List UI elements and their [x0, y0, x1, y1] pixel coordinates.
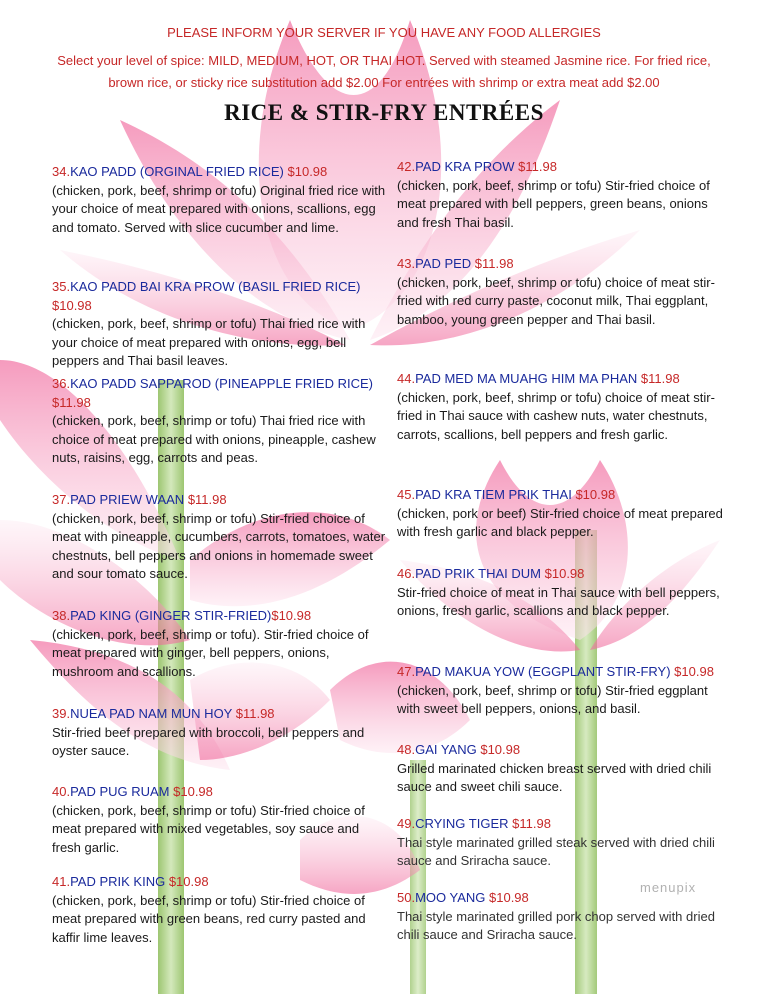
item-number: 48. — [397, 742, 416, 757]
item-number: 44. — [397, 371, 416, 386]
item-price: $11.98 — [508, 816, 551, 831]
item-description: (chicken, pork, beef, shrimp or tofu) Thai fried rice with your choice of meat prepared with onions, egg, bell peppers and Thai basil leaves. — [52, 316, 366, 368]
item-name: PAD MAKUA YOW (EGGPLANT STIR-FRY) — [415, 664, 671, 679]
item-price: $11.98 — [232, 706, 275, 721]
item-number: 38. — [52, 608, 71, 623]
menu-item — [52, 607, 387, 681]
menu-item — [397, 486, 727, 542]
item-number: 41. — [52, 874, 71, 889]
item-number: 39. — [52, 706, 71, 721]
item-number: 35. — [52, 279, 71, 294]
item-number: 34. — [52, 164, 71, 179]
allergy-notice: PLEASE INFORM YOUR SERVER IF YOU HAVE ANY FOOD ALLERGIES — [167, 25, 601, 40]
item-price: $10.98 — [283, 164, 328, 179]
item-price: $11.98 — [471, 256, 514, 271]
item-name: CRYING TIGER — [415, 816, 509, 831]
item-name: PAD PUG RUAM — [70, 784, 170, 799]
item-name: GAI YANG — [415, 742, 477, 757]
item-description: (chicken, pork, beef, shrimp or tofu) choice of meat stir-fried with red curry paste, coconut milk, Thai eggplant, bamboo, young green pepper and Thai basil. — [397, 274, 715, 327]
item-name: NUEA PAD NAM MUN HOY — [70, 706, 233, 721]
item-name: PAD KING (GINGER STIR-FRIED) — [70, 608, 272, 623]
item-description: Stir-fried choice of meat in Thai sauce with bell peppers, onions, fresh garlic, scallions and black pepper. — [397, 584, 720, 618]
item-price: $10.98 — [544, 566, 585, 581]
item-description: (chicken, pork, beef, shrimp or tofu). Stir-fried choice of meat prepared with ginger, bell peppers, onions, mushroom and scallions. — [52, 626, 369, 679]
item-number: 42. — [397, 159, 416, 174]
item-description: (chicken, pork, beef, shrimp or tofu) Stir-fried eggplant with sweet bell peppers, onions, and basil. — [397, 682, 708, 716]
item-name: PAD PRIK KING — [70, 874, 166, 889]
menu-item — [52, 375, 387, 468]
spice-notice: Select your level of spice: MILD, MEDIUM, HOT, OR THAI HOT. Served with steamed Jasmine rice. For fried rice, brown rice, or sticky rice substitution add $2.00 For entrées with shrimp or extra meat add $2.00 — [57, 53, 711, 90]
item-description: (chicken, pork, beef, shrimp or tofu) Stir-fried choice of meat prepared with mixed vegetables, soy sauce and fresh garlic. — [52, 802, 365, 855]
item-description: Thai style marinated grilled pork chop served with dried chili sauce and Sriracha sauce. — [397, 908, 715, 942]
item-number: 50. — [397, 890, 416, 905]
item-number: 40. — [52, 784, 71, 799]
item-name: KAO PADD SAPPAROD (PINEAPPLE FRIED RICE) — [70, 376, 373, 391]
item-description: (chicken, pork, beef, shrimp or tofu) Stir-fried choice of meat with pineapple, cucumbers, carrots, tomatoes, water chestnuts, bell peppers and onions in homemade sweet and sour tomato sauce. — [52, 510, 386, 581]
item-price: $11.98 — [514, 159, 557, 174]
item-name: PAD MED MA MUAHG HIM MA PHAN — [415, 371, 638, 386]
item-description: (chicken, pork, beef, shrimp or tofu) Stir-fried choice of meat prepared with bell peppers, green beans, onions and fresh Thai basil. — [397, 177, 710, 230]
item-price: $10.98 — [571, 487, 616, 502]
item-number: 43. — [397, 256, 416, 271]
item-description: (chicken, pork, beef, shrimp or tofu) Original fried rice with your choice of meat prepared with onions, scallions, egg and tomato. Served with slice cucumber and lime. — [52, 182, 386, 235]
item-price: $11.98 — [184, 492, 227, 507]
item-name: KAO PADD (ORGINAL FRIED RICE) — [70, 164, 284, 179]
item-description: (chicken, pork, beef, shrimp or tofu) Thai fried rice with choice of meat prepared with onions, pineapple, cashew nuts, raisins, egg, carrots and peas. — [52, 413, 376, 465]
item-price: $11.98 — [637, 371, 680, 386]
page-title: RICE & STIR-FRY ENTRÉES — [224, 100, 544, 125]
item-price: $10.98 — [52, 297, 92, 313]
item-price: $11.98 — [52, 394, 91, 410]
item-name: PAD PED — [415, 256, 472, 271]
item-name: PAD PRIEW WAAN — [70, 492, 185, 507]
menu-item — [397, 158, 727, 232]
item-name: PAD KRA TIEM PRIK THAI — [415, 487, 572, 502]
item-price: $10.98 — [165, 874, 209, 889]
menu-item — [52, 783, 387, 857]
menu-item — [397, 663, 727, 719]
item-price: $10.98 — [670, 664, 714, 679]
menu-item — [52, 873, 387, 947]
menu-item — [52, 705, 387, 761]
item-name: KAO PADD BAI KRA PROW (BASIL FRIED RICE) — [70, 279, 361, 294]
item-name: MOO YANG — [415, 890, 486, 905]
menu-item — [397, 370, 727, 444]
menu-item — [397, 255, 727, 329]
item-description: Grilled marinated chicken breast served with dried chili sauce and sweet chili sauce. — [397, 760, 712, 794]
menu-item — [52, 278, 387, 371]
menu-item — [397, 565, 727, 621]
item-price: $10.98 — [271, 608, 312, 623]
watermark: menupix — [640, 880, 697, 895]
item-description: Stir-fried beef prepared with broccoli, bell peppers and oyster sauce. — [52, 724, 365, 758]
item-number: 47. — [397, 664, 416, 679]
item-description: Thai style marinated grilled steak served with dried chili sauce and Sriracha sauce. — [397, 834, 715, 868]
item-price: $10.98 — [485, 890, 529, 905]
item-price: $10.98 — [476, 742, 521, 757]
item-number: 37. — [52, 492, 71, 507]
item-number: 45. — [397, 487, 416, 502]
item-number: 46. — [397, 566, 416, 581]
menu-item — [397, 815, 727, 871]
menu-item — [52, 491, 387, 584]
item-name: PAD PRIK THAI DUM — [415, 566, 545, 581]
item-description: (chicken, pork, beef, shrimp or tofu) choice of meat stir-fried in Thai sauce with cashew nuts, water chestnuts, carrots, scallions, bell peppers and fresh garlic. — [397, 389, 715, 442]
item-number: 36. — [52, 376, 71, 391]
item-description: (chicken, pork, beef, shrimp or tofu) Stir-fried choice of meat prepared with green beans, red curry pasted and kaffir lime leaves. — [52, 892, 366, 945]
item-description: (chicken, pork or beef) Stir-fried choice of meat prepared with fresh garlic and black pepper. — [397, 505, 723, 539]
item-price: $10.98 — [169, 784, 213, 799]
menu-item — [397, 889, 727, 945]
menu-item — [52, 163, 387, 237]
item-number: 49. — [397, 816, 416, 831]
item-name: PAD KRA PROW — [415, 159, 515, 174]
menu-item — [397, 741, 727, 797]
